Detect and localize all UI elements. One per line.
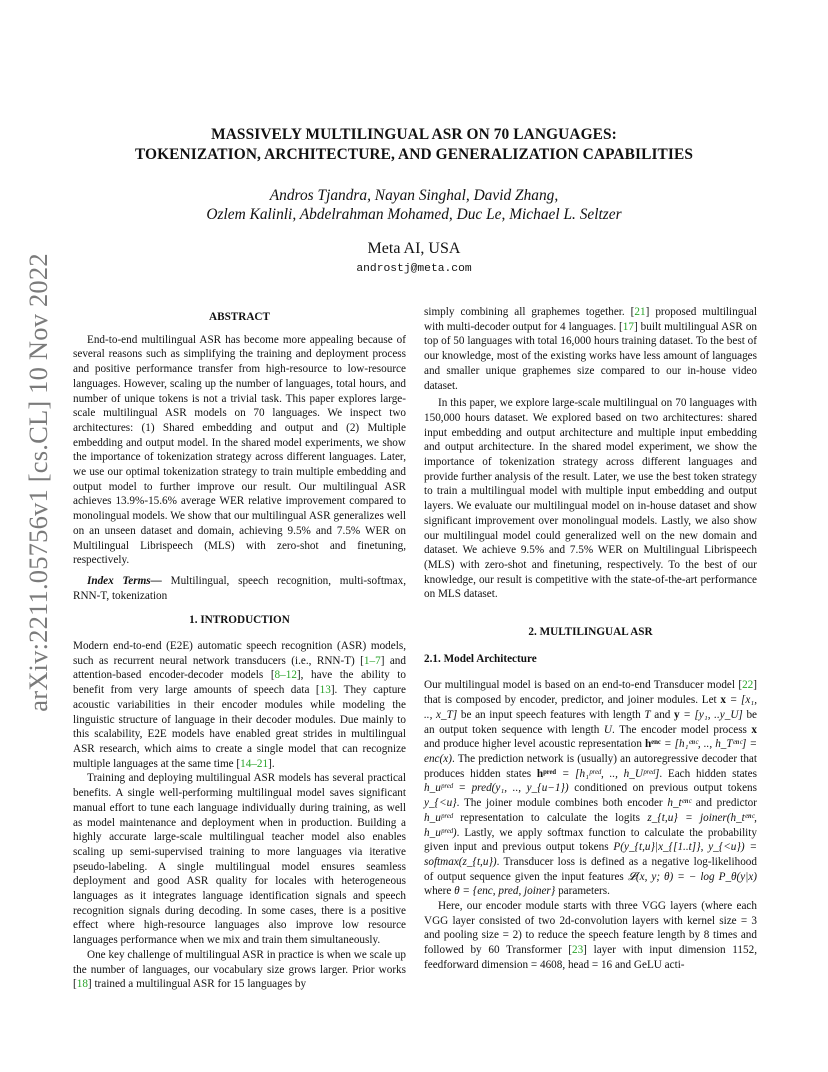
text-run: . Each hidden states — [659, 767, 757, 780]
title-line-2: TOKENIZATION, ARCHITECTURE, AND GENERALIZATION CAPABILITIES — [134, 146, 694, 163]
encoder-paragraph — [424, 899, 757, 973]
text-run: be an output token sequence with length — [424, 708, 758, 736]
math-symbol: hᵖʳᵉᵈ — [536, 767, 557, 780]
citation-link[interactable]: 8–12 — [274, 669, 297, 682]
text-run: . The prediction network is (usually) an autoregressive decoder that produces hidden states — [424, 752, 757, 780]
subsection-2-1-heading: 2.1. Model Architecture — [424, 652, 537, 665]
author-list — [100, 186, 728, 224]
text-run: representation to calculate the logits — [452, 811, 648, 824]
text-run: . Transducer loss is defined as a negative log-likelihood of output sequence given the input features — [424, 855, 757, 883]
text-run: parameters. — [555, 885, 610, 898]
text-run: ] and attention-based encoder-decoder models [ — [73, 654, 406, 682]
model-architecture-paragraph — [424, 678, 757, 899]
math-expression: = [y₁, ..y_U] — [679, 708, 743, 721]
math-expression: z_{t,u} = joiner(h_tᵉⁿᶜ, h_uᵖʳᵉᵈ) — [424, 811, 757, 839]
abstract-text: End-to-end multilingual ASR has become more appealing because of several reasons such as simplifying the training and deployment process and positive performance transfer from high-resource to low-resource languages. However, scaling up the number of languages, total hours, and number of unique tokens is not a trivial task. This paper explores large-scale multilingual ASR models on 70 languages. We inspect two architectures: (1) Shared embedding and output and (2) Multiple embedding and output model. In the shared model experiments, we show the importance of tokenization strategy across different languages. Later, we use our optimal tokenization strategy to train multiple embedding and output model to further improve our result. Our multilingual ASR achieves 13.9%-15.6% average WER relative improvement compared to monolingual models. We show that our multilingual ASR generalizes well on an unseen dataset and domain, achieving 9.5% and 7.5% WER on Multilingual Librispeech (MLS) with zero-shot and finetuning, respectively. — [73, 333, 406, 567]
citation-link[interactable]: 14–21 — [240, 757, 269, 770]
text-run: . The joiner module combines both encoder — [456, 797, 668, 810]
text-run: Modern end-to-end (E2E) automatic speech recognition (ASR) models, such as recurrent neural network transducers (i.e., RNN-T) [ — [73, 640, 406, 667]
left-column — [73, 310, 406, 992]
intro-paragraph-1 — [73, 639, 406, 771]
title-line-1: MASSIVELY MULTILINGUAL ASR ON 70 LANGUAGES: — [211, 126, 617, 143]
text-run: and — [650, 708, 675, 721]
text-run: be an input speech features with length — [457, 708, 645, 721]
math-expression: = [h₁ᵉⁿᶜ, .., h_Tᵉⁿᶜ] = enc(x) — [424, 738, 757, 765]
citation-link[interactable]: 21 — [634, 306, 646, 318]
right-paragraph-2: In this paper, we explore large-scale multilingual on 70 languages with 150,000 hours dataset. We explored based on two architectures: shared input embedding and output architecture and multiple input embedding and output architecture. In the shared model experiment, we show the importance of tokenization strategy across different languages and provide further analysis of the result. Later, we use the best token strategy to train a multilingual model with multiple input embedding and output layers. We evaluate our multilingual model on in-house dataset and show significant improvement over monolingual models. Lastly, we also show our multilingual model could generalized well on the new domain and dataset. We achieve 9.5% and 7.5% WER on Multilingual Librispeech (MLS) with zero-shot and finetuning, respectively. To the best of our knowledge, our result is competitive with the state-of-the-art performance on MLS dataset. — [424, 397, 757, 601]
author-email: androstj@meta.com — [356, 263, 472, 275]
paper-title — [100, 125, 728, 165]
math-expression: h_tᵉⁿᶜ — [667, 797, 692, 810]
section-2-heading: 2. MULTILINGUAL ASR — [528, 626, 653, 639]
intro-paragraph-3 — [73, 948, 406, 992]
text-run: One key challenge of multilingual ASR in practice is when we scale up the number of languages, our vocabulary size grows larger. Prior works [ — [73, 948, 406, 991]
text-run: and produce higher level acoustic representation — [424, 738, 645, 751]
math-expression: θ = {enc, pred, joiner} — [454, 885, 556, 898]
math-expression: h_uᵖʳᵉᵈ = pred(y₁, .., y_{u−1}) — [424, 782, 569, 795]
citation-link[interactable]: 13 — [319, 684, 331, 697]
index-terms-text: Multilingual, speech recognition, multi-softmax, RNN-T, tokenization — [73, 574, 406, 602]
text-run: and predictor — [691, 797, 757, 810]
citation-link[interactable]: 17 — [622, 320, 634, 333]
text-run: ], have the ability to benefit from very large amounts of speech data [ — [73, 669, 406, 697]
text-run: Here, our encoder module starts with three VGG layers (where each VGG layer consisted of two 2d-convolution layers with kernel size = 3 and pooling size = 2) to reduce the speech feature length by 8 times and followed by 60 Transformer [ — [424, 900, 757, 957]
citation-link[interactable]: 23 — [571, 944, 584, 957]
math-expression: y_{<u} — [424, 797, 457, 810]
arxiv-identifier — [19, 253, 57, 712]
math-symbol: x — [751, 723, 758, 736]
author-line-1: Andros Tjandra, Nayan Singhal, David Zhang, — [269, 187, 559, 204]
author-line-2: Ozlem Kalinli, Abdelrahman Mohamed, Duc Le, Michael L. Seltzer — [206, 206, 622, 223]
math-symbol: U — [603, 723, 612, 736]
intro-paragraph-2: Training and deploying multilingual ASR models has several practical benefits. A single well-performing multilingual model saves significant manual effort to tune each language individually during training, as well as model maintenance and deployment when in production. Building a highly accurate large-scale multilingual teacher model also enables scaling up semi-supervised training to more languages via iterative pseudo-labeling. A single multilingual model ensures seamless deployment and good ASR quality for locales with heterogeneous languages as it integrates language identification signals and speech recognition signals during decoding. In some cases, there is a positive effect where high-resource languages also improve low resource languages performance when we mix and train them simultaneously. — [73, 772, 406, 947]
text-run: where — [424, 885, 455, 898]
text-run: ] built multilingual ASR on top of 50 languages with total 16,000 hours training dataset. To the best of our knowledge, most of the existing works have less amount of languages and smaller unique graphemes size compared to our in-house video dataset. — [424, 320, 758, 392]
index-terms — [73, 574, 406, 603]
index-terms-label: Index Terms— — [87, 574, 162, 587]
right-paragraph-1 — [424, 305, 757, 393]
text-run: ] layer with input dimension 1152, feedforward dimension = 4608, head = 16 and GeLU acti- — [424, 944, 758, 971]
text-run: Our multilingual model is based on an end-to-end Transducer model [ — [424, 679, 743, 692]
affiliation: Meta AI, USA — [367, 240, 461, 257]
text-run: . The encoder model process — [611, 723, 752, 736]
intro-heading: 1. INTRODUCTION — [189, 614, 290, 627]
math-expression: h_uᵖʳᵉᵈ — [424, 811, 453, 824]
arxiv-identifier-text: arXiv:2211.05756v1 [cs.CL] 10 Nov 2022 — [22, 253, 53, 712]
math-expression: = [x₁, .., x_T] — [424, 694, 757, 721]
text-run: . Lastly, we apply softmax function to calculate the probability given input and previous output tokens — [424, 826, 757, 854]
math-symbol: hᵉⁿᶜ — [645, 738, 661, 751]
text-run: ] trained a multilingual ASR for 15 languages by — [87, 978, 307, 991]
math-symbol: T — [644, 708, 651, 721]
math-expression: = [h₁ᵖʳᵉᵈ, .., h_Uᵖʳᵉᵈ] — [556, 767, 660, 780]
citation-link[interactable]: 1–7 — [363, 654, 381, 667]
abstract-heading: ABSTRACT — [209, 311, 270, 323]
citation-link[interactable]: 22 — [742, 679, 754, 692]
math-symbol: x — [720, 694, 726, 707]
text-run: ] that is composed by encoder, predictor, and joiner modules. Let — [424, 679, 757, 707]
text-run: ]. They capture acoustic variabilities in their encoder modules while modeling the linguistic structure of language in their decoder modules. Due mainly to this scalability, E2E models have enabled great strides in multilingual ASR research, which aims to create a single model that can recognize multiple languages at the same time [ — [73, 684, 406, 770]
text-run: conditioned on previous output tokens — [568, 782, 757, 795]
math-symbol: y — [674, 708, 680, 721]
citation-link[interactable]: 18 — [76, 978, 88, 991]
math-expression: P(y_{t,u}|x_{[1..t]}, y_{<u}) = softmax(z_{t,u}) — [424, 841, 757, 868]
text-run: simply combining all graphemes together. [ — [424, 306, 635, 318]
right-column — [424, 305, 757, 973]
text-run: ]. — [268, 757, 275, 770]
math-expression: 𝓛(x, y; θ) = − log P_θ(y|x) — [627, 870, 757, 883]
text-run: ] proposed multilingual with multi-decoder output for 4 languages. [ — [424, 306, 758, 333]
